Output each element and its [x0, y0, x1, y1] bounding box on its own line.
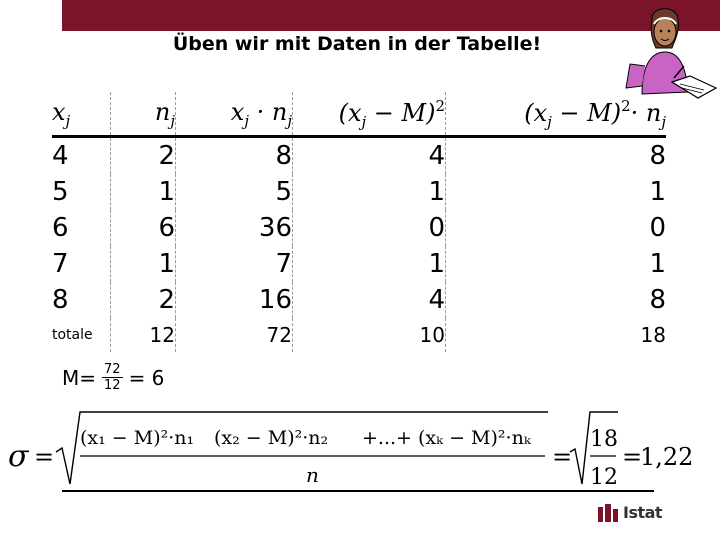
table-row	[52, 137, 666, 175]
header-nj: $n_j$	[111, 92, 176, 137]
mean-fraction	[102, 362, 123, 393]
cell-nj: 1	[111, 174, 176, 210]
sigma-ellipsis: +...+	[362, 427, 412, 449]
sigma-result: 1,22	[640, 443, 694, 471]
cell-xj-nj: 8	[176, 137, 293, 175]
mean-denominator: 12	[104, 378, 121, 393]
cell-xj: 7	[52, 249, 69, 279]
sigma-equals-3: =	[622, 443, 643, 471]
cell-weighted-sq-dev: 0	[446, 210, 667, 246]
cell-sq-dev: 4	[293, 282, 446, 318]
cell-sq-dev: 1	[293, 174, 446, 210]
header-xj-times-nj: $x_j \cdot n_j$	[176, 92, 293, 137]
total-sq-dev: 10	[293, 318, 446, 352]
mean-numerator: 72	[104, 362, 121, 377]
cell-xj-nj: 5	[176, 174, 293, 210]
sigma-numerator-value: 18	[590, 427, 618, 452]
frequency-table	[52, 92, 666, 352]
cell-xj: 4	[52, 141, 69, 171]
istat-logo	[598, 503, 662, 522]
cell-sq-dev: 4	[293, 137, 446, 175]
cell-nj: 2	[111, 282, 176, 318]
cell-sq-dev: 1	[293, 246, 446, 282]
table-row	[52, 282, 666, 318]
mean-result: = 6	[128, 365, 165, 390]
header-xj: $x_j$	[52, 92, 111, 137]
header-squared-deviation: $(x_j - M)^2$	[293, 92, 446, 137]
sigma-equals: =	[34, 443, 55, 471]
total-weighted-sq-dev: 18	[446, 318, 667, 352]
sigma-equals-2: =	[552, 443, 573, 471]
cell-weighted-sq-dev: 1	[446, 174, 667, 210]
cell-weighted-sq-dev: 1	[446, 246, 667, 282]
cell-xj-nj: 7	[176, 246, 293, 282]
slide-title: Üben wir mit Daten in der Tabelle!	[172, 33, 542, 55]
cell-xj-nj: 16	[176, 282, 293, 318]
cell-xj-nj: 36	[176, 210, 293, 246]
sigma-symbol: σ	[8, 439, 29, 474]
total-xj-nj: 72	[176, 318, 293, 352]
sigma-term-2: (x₂ − M)²·n₂	[214, 427, 329, 449]
cell-nj: 1	[111, 246, 176, 282]
footer-divider	[62, 490, 654, 492]
istat-logo-text: Istat	[623, 503, 663, 522]
totals-row	[52, 318, 666, 352]
mean-label: M=	[62, 365, 97, 390]
header-weighted-squared-deviation: $(x_j - M)^2\cdot n_j$	[446, 92, 667, 137]
standard-deviation-formula	[0, 408, 720, 498]
table-row	[52, 246, 666, 282]
istat-logo-mark	[598, 504, 620, 522]
mean-formula	[62, 362, 164, 393]
cell-xj: 5	[52, 177, 69, 207]
sigma-denominator-value: 12	[590, 465, 618, 490]
table-row	[52, 210, 666, 246]
sigma-term-k: (xₖ − M)²·nₖ	[418, 427, 531, 449]
totals-label: totale	[52, 327, 93, 343]
cell-xj: 8	[52, 285, 69, 315]
sigma-term-1: (x₁ − M)²·n₁	[80, 427, 195, 449]
table-row	[52, 174, 666, 210]
total-nj: 12	[111, 318, 176, 352]
sigma-denominator-n: n	[306, 463, 319, 487]
cell-nj: 2	[111, 137, 176, 175]
cell-xj: 6	[52, 213, 69, 243]
student-writing-illustration	[612, 4, 718, 104]
cell-sq-dev: 0	[293, 210, 446, 246]
cell-weighted-sq-dev: 8	[446, 137, 667, 175]
cell-weighted-sq-dev: 8	[446, 282, 667, 318]
cell-nj: 6	[111, 210, 176, 246]
